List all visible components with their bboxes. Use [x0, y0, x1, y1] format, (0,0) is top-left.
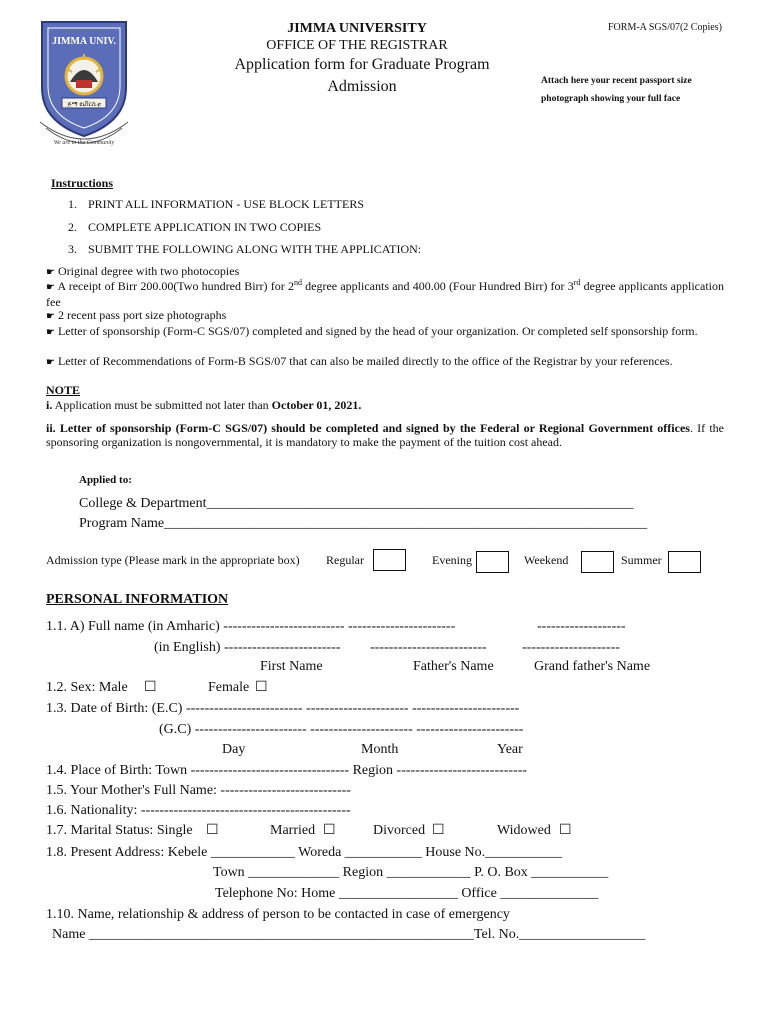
instructions-title: Instructions [51, 176, 114, 190]
requirement-text: Letter of sponsorship (Form-C SGS/07) completed and signed by the head of your organization. Or completed self sponsorship form. [57, 324, 698, 338]
instruction-text: COMPLETE APPLICATION IN TWO COPIES [88, 220, 322, 234]
admission-regular-checkbox[interactable] [373, 549, 406, 571]
photo-note-1: Attach here your recent passport size [541, 76, 692, 86]
instruction-text: SUBMIT THE FOLLOWING ALONG WITH THE APPLICATION: [88, 242, 422, 256]
admission-summer-checkbox[interactable] [668, 551, 701, 573]
form-title-line-2: Admission [327, 78, 397, 95]
note-item-i [46, 398, 361, 413]
pointing-hand-icon: ☛ [46, 267, 55, 278]
marital-single-checkbox[interactable]: ☐ [206, 822, 219, 838]
instruction-number: 1. [68, 197, 77, 211]
sex-female-checkbox[interactable]: ☐ [255, 679, 268, 695]
requirement-text: degree applicants application fee [46, 279, 724, 309]
admission-summer-label: Summer [621, 553, 662, 567]
marital-divorced-checkbox[interactable]: ☐ [432, 822, 445, 838]
instruction-item-3 [68, 242, 421, 257]
pointing-hand-icon: ☛ [46, 357, 55, 368]
marital-divorced-label: Divorced [373, 823, 426, 838]
pointing-hand-icon: ☛ [46, 311, 55, 322]
form-code: FORM-A SGS/07(2 Copies) [608, 22, 722, 33]
day-caption: Day [222, 742, 246, 757]
instruction-number: 2. [68, 220, 77, 234]
university-name: JIMMA UNIVERSITY [287, 21, 427, 36]
nationality-field[interactable]: 1.6. Nationality: --------------------------------------------- [46, 803, 351, 818]
requirement-text: A receipt of Birr 200.00(Two hundred Birr) for 2 [57, 279, 294, 293]
requirement-text: Letter of Recommendations of Form-B SGS/07 that can also be mailed directly to the office of the Registrar by your references. [57, 354, 673, 368]
deadline-date: October 01, 2021. [271, 398, 362, 412]
svg-text:JIMMA UNIV.: JIMMA UNIV. [52, 36, 116, 47]
note-item-ii [46, 421, 724, 449]
fathers-name-caption: Father's Name [413, 659, 494, 674]
form-title-line-1: Application form for Graduate Program [234, 56, 490, 73]
college-department-field[interactable]: College & Department_____________________________________________________________ [79, 496, 634, 511]
note-bold-text: ii. Letter of sponsorship (Form-C SGS/07) should be completed and signed by the Federal or Regional Government offices [46, 421, 690, 435]
mother-name-field[interactable]: 1.5. Your Mother's Full Name: ---------------------------- [46, 783, 351, 798]
sex-male-checkbox[interactable]: ☐ [144, 679, 157, 695]
instruction-item-2 [68, 220, 321, 235]
superscript: nd [293, 278, 302, 287]
date-of-birth-gc-field[interactable]: (G.C) ------------------------ ---------------------- ----------------------- [159, 722, 524, 737]
sex-label: 1.2. Sex: Male [46, 680, 128, 695]
note-text: Application must be submitted not later than [52, 398, 272, 412]
admission-evening-checkbox[interactable] [476, 551, 509, 573]
program-name-field[interactable]: Program Name_____________________________________________________________________ [79, 516, 648, 531]
superscript: rd [573, 278, 581, 287]
photo-note-2: photograph showing your full face [541, 94, 681, 104]
full-name-english-field[interactable]: (in English) ------------------------- [154, 640, 341, 655]
grandfathers-name-caption: Grand father's Name [534, 659, 651, 674]
pointing-hand-icon: ☛ [46, 327, 55, 338]
emergency-name-tel-field[interactable]: Name _______________________________________________________Tel. No.__________________ [52, 927, 646, 942]
pointing-hand-icon: ☛ [46, 282, 55, 293]
office-name: OFFICE OF THE REGISTRAR [266, 38, 448, 53]
instruction-text: PRINT ALL INFORMATION - USE BLOCK LETTERS [88, 197, 365, 211]
marital-married-checkbox[interactable]: ☐ [323, 822, 336, 838]
telephone-field[interactable]: Telephone No: Home _________________ Office ______________ [215, 886, 599, 901]
year-caption: Year [497, 742, 523, 757]
requirement-bullet-5 [46, 354, 724, 370]
svg-text:We are in the Community: We are in the Community [53, 140, 115, 146]
applied-to-title: Applied to: [79, 474, 132, 486]
requirement-bullet-3 [46, 308, 724, 324]
marital-widowed-label: Widowed [497, 823, 551, 838]
date-of-birth-ec-field[interactable]: 1.3. Date of Birth: (E.C) ------------------------- ---------------------- ----------------------- [46, 701, 520, 716]
full-name-english-father[interactable]: ------------------------- [370, 640, 487, 655]
svg-text:ጅማ ዩኒቨርሲቲ: ጅማ ዩኒቨርሲቲ [67, 101, 101, 108]
requirement-bullet-2 [46, 279, 724, 309]
admission-weekend-label: Weekend [524, 553, 569, 567]
admission-type-label: Admission type (Please mark in the appropriate box) [46, 553, 300, 567]
note-text: . If the sponsoring organization is nongovernmental, it is mandatory to make the payment of the tuition cost ahead. [46, 421, 725, 449]
university-logo [36, 18, 132, 150]
personal-info-title: PERSONAL INFORMATION [46, 592, 229, 607]
town-region-pobox-field[interactable]: Town _____________ Region ____________ P. O. Box ___________ [213, 865, 609, 880]
emergency-contact-label: 1.10. Name, relationship & address of person to be contacted in case of emergency [46, 907, 510, 922]
admission-regular-label: Regular [326, 553, 364, 567]
requirement-text: Original degree with two photocopies [57, 264, 240, 278]
sex-female-label: Female [208, 680, 250, 695]
present-address-field[interactable]: 1.8. Present Address: Kebele ____________ Woreda ___________ House No.___________ [46, 845, 563, 860]
admission-evening-label: Evening [432, 553, 472, 567]
full-name-english-grandfather[interactable]: --------------------- [522, 640, 620, 655]
instruction-item-1 [68, 197, 364, 212]
requirement-text: degree applicants and 400.00 (Four Hundred Birr) for 3 [301, 279, 574, 293]
note-title: NOTE [46, 383, 81, 397]
requirement-bullet-1 [46, 264, 724, 280]
admission-weekend-checkbox[interactable] [581, 551, 614, 573]
first-name-caption: First Name [260, 659, 323, 674]
instruction-number: 3. [68, 242, 77, 256]
full-name-amharic-field[interactable]: 1.1. A) Full name (in Amharic) -------------------------- ----------------------- [46, 619, 456, 634]
requirement-text: 2 recent pass port size photographs [57, 308, 227, 322]
requirement-bullet-4 [46, 324, 724, 340]
marital-widowed-checkbox[interactable]: ☐ [559, 822, 572, 838]
place-of-birth-field[interactable]: 1.4. Place of Birth: Town ---------------------------------- Region ---------------------------- [46, 763, 528, 778]
note-label: i. [46, 398, 53, 412]
marital-married-label: Married [270, 823, 316, 838]
marital-status-label: 1.7. Marital Status: Single [46, 823, 193, 838]
month-caption: Month [361, 742, 399, 757]
university-seal-icon [36, 18, 132, 150]
full-name-amharic-grandfather[interactable]: ------------------- [537, 619, 626, 634]
